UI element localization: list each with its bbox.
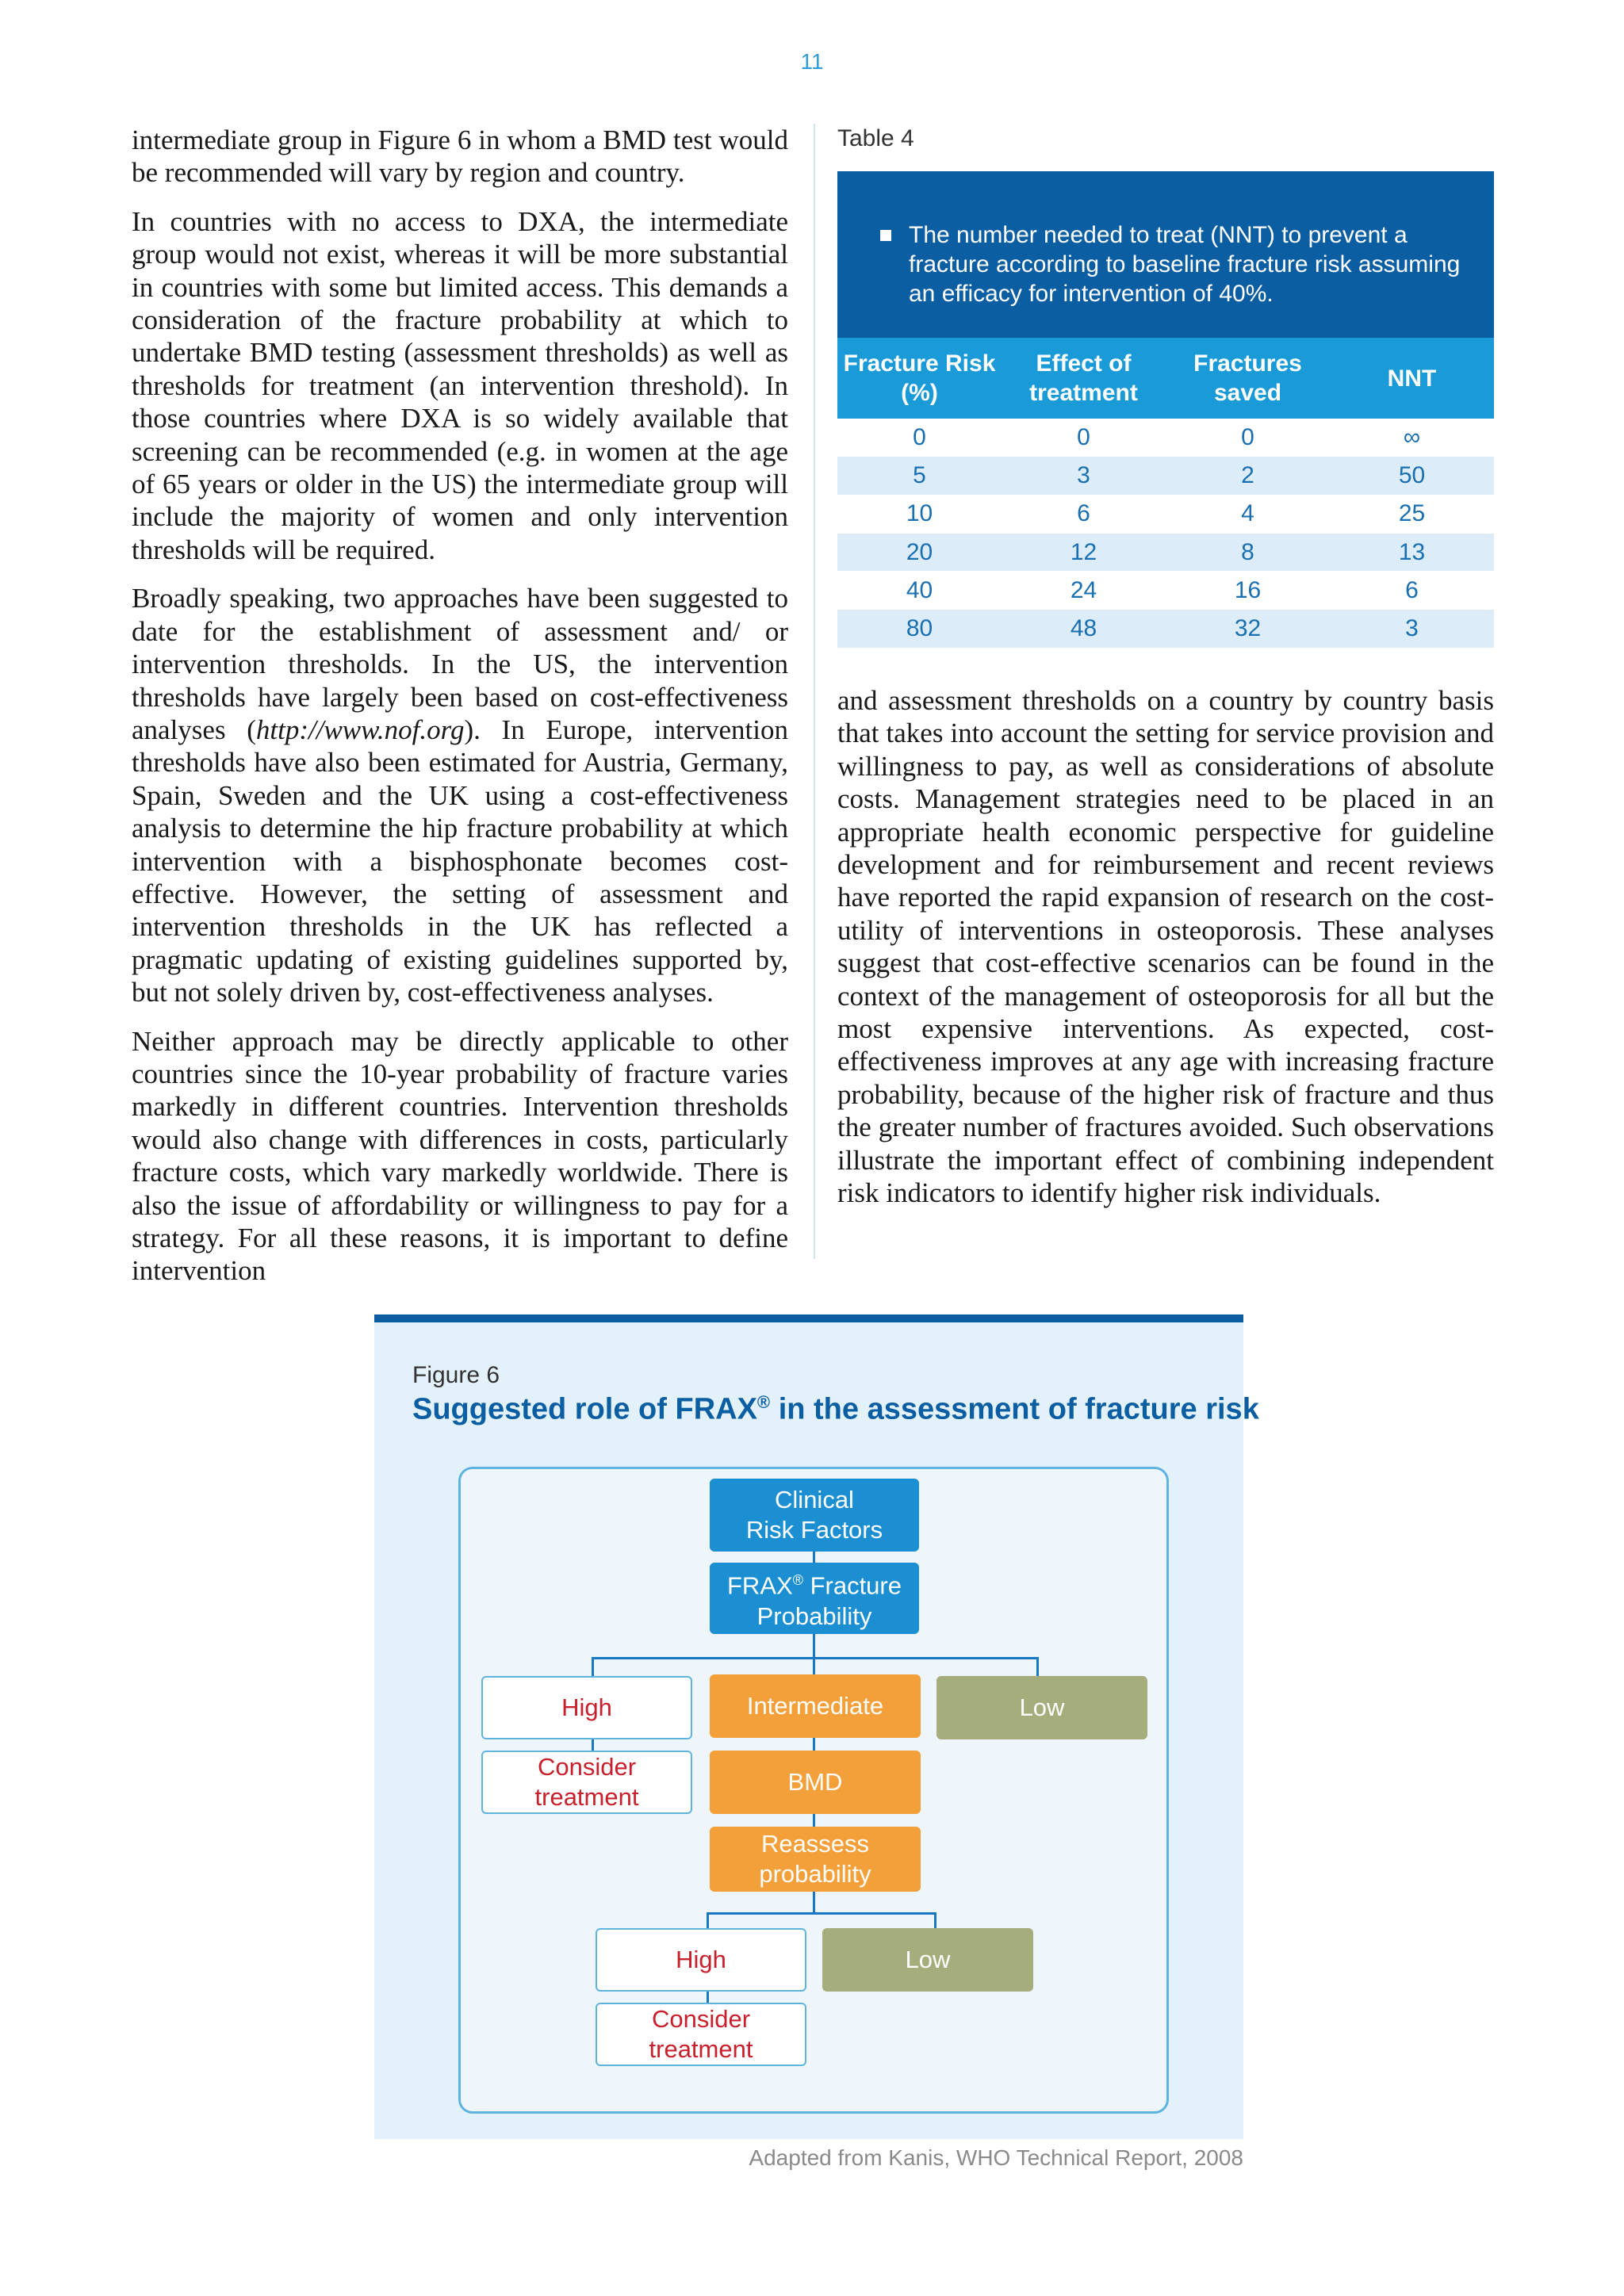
table-label: Table 4 bbox=[837, 125, 914, 151]
header-fractures-saved: Fractures saved bbox=[1193, 350, 1302, 406]
intermediate-risk-box: Intermediate bbox=[710, 1674, 921, 1738]
clinical-risk-factors-box: Clinical Risk Factors bbox=[710, 1479, 919, 1552]
figure-title-end: in the assessment of fracture risk bbox=[770, 1392, 1259, 1426]
cell-risk: 10 bbox=[906, 500, 933, 527]
table-description-header bbox=[837, 171, 1494, 338]
connector-low2-drop bbox=[934, 1912, 936, 1928]
square-bullet-icon bbox=[880, 230, 891, 241]
paragraph-1: intermediate group in Figure 6 in whom a BMD test would be recommended will vary by region and country. bbox=[132, 124, 788, 189]
low-risk-box: Low bbox=[936, 1676, 1147, 1739]
high-risk-box: High bbox=[481, 1676, 692, 1739]
connector-high-drop bbox=[592, 1657, 594, 1676]
connector-high-consider bbox=[592, 1739, 594, 1751]
header-fracture-risk: Fracture Risk (%) bbox=[843, 350, 996, 406]
figure-caption: Adapted from Kanis, WHO Technical Report, 2008 bbox=[749, 2145, 1243, 2170]
cell-risk: 5 bbox=[913, 461, 926, 488]
frax-probability-box bbox=[710, 1563, 919, 1634]
header-nnt: NNT bbox=[1387, 365, 1437, 392]
right-column-paragraph: and assessment thresholds on a country by country basis that takes into account the setting for service provision and willingness to pay, as well as considerations of absolute costs. Management strategies need to be placed in an appropriate health economic perspective for guideline development and for reimbursement and recent reviews have reported the rapid expansion of research on the cost-utility of interventions in osteoporosis. These analyses suggest that cost-effective scenarios can be found in the context of the management of osteoporosis for all but the most expensive interventions. As expected, cost-effectiveness improves at any age with increasing fracture probability, because of the higher risk of fracture and thus the greater number of fractures avoided. Such observations illustrate the important effect of combining independent risk indicators to identify higher risk individuals. bbox=[837, 685, 1494, 1209]
high-risk-box-2: High bbox=[596, 1928, 806, 1992]
connector-frax-split bbox=[813, 1634, 815, 1658]
cell-effect: 12 bbox=[1070, 538, 1097, 565]
figure-6 bbox=[374, 1314, 1259, 2139]
cell-effect: 3 bbox=[1077, 461, 1090, 488]
bmd-box: BMD bbox=[710, 1751, 921, 1814]
cell-effect: 24 bbox=[1070, 576, 1097, 603]
registered-mark: ® bbox=[756, 1392, 771, 1412]
frax-box-prefix bbox=[727, 1565, 902, 1631]
cell-risk: 0 bbox=[913, 423, 926, 450]
connector-inter-bmd bbox=[813, 1738, 815, 1751]
frax-box-rest: Fracture Probability bbox=[756, 1571, 902, 1630]
low-risk-box-2: Low bbox=[822, 1928, 1033, 1992]
cell-effect: 48 bbox=[1070, 615, 1097, 642]
figure-title bbox=[412, 1392, 1259, 1427]
paragraph-4: Neither approach may be directly applicable to other countries since the 10-year probability of fracture varies markedly in different countries. Intervention thresholds would also change with differences in costs, particularly fracture costs, which vary markedly worldwide. There is also the issue of affordability or willingness to pay for a strategy. For all these reasons, it is important to define intervention bbox=[132, 1025, 788, 1287]
figure-title-start: Suggested role of FRAX bbox=[412, 1392, 757, 1426]
cell-saved: 0 bbox=[1241, 423, 1254, 450]
nnt-table bbox=[837, 171, 1494, 652]
cell-saved: 4 bbox=[1241, 500, 1254, 527]
frax-word: FRAX bbox=[727, 1571, 793, 1600]
table-row bbox=[837, 457, 1494, 495]
cell-nnt: 3 bbox=[1405, 615, 1419, 642]
cell-saved: 2 bbox=[1241, 461, 1254, 488]
frax-registered-mark: ® bbox=[792, 1572, 803, 1589]
cell-risk: 20 bbox=[906, 538, 933, 565]
cell-nnt: 25 bbox=[1398, 500, 1426, 527]
consider-treatment-box-2: Consider treatment bbox=[596, 2003, 806, 2066]
connector-crf-frax bbox=[813, 1552, 815, 1563]
connector-bmd-reassess bbox=[813, 1814, 815, 1827]
table-row bbox=[837, 419, 1494, 457]
table-row bbox=[837, 610, 1494, 648]
cell-saved: 16 bbox=[1234, 576, 1262, 603]
connector-inter-drop bbox=[813, 1657, 815, 1674]
consider-treatment-box: Consider treatment bbox=[481, 1751, 692, 1814]
cell-effect: 0 bbox=[1077, 423, 1090, 450]
cell-nnt: 50 bbox=[1398, 461, 1426, 488]
connector-high2-consider bbox=[707, 1992, 709, 2003]
table-column-headers bbox=[837, 338, 1494, 419]
paragraph-3-end: ). In Europe, intervention thresholds have also been estimated for Austria, Germany, Spain, Sweden and the UK using a cost-effectiveness analysis to determine the hip fracture probability at which intervention with a bisphosphonate becomes cost-effective. However, the setting of assessment and intervention thresholds in the UK has reflected a pragmatic updating of existing guidelines supported by, but not solely driven by, cost-effectiveness analyses. bbox=[132, 714, 788, 1008]
page-number: 11 bbox=[800, 49, 824, 74]
left-column bbox=[132, 124, 788, 1303]
paragraph-3-start: Broadly speaking, two approaches have been suggested to date for the establishment of assessment and/ or intervention thresholds. In the US, the intervention thresholds have largely been based on cost-effectiveness analyses ( bbox=[132, 583, 788, 745]
cell-nnt: 6 bbox=[1405, 576, 1419, 603]
figure-label: Figure 6 bbox=[412, 1362, 500, 1388]
paragraph-2: In countries with no access to DXA, the intermediate group would not exist, whereas it will be more substantial in countries with some but limited access. This demands a consideration of the fracture probability at which to undertake BMD testing (assessment thresholds) as well as thresholds for treatment (an intervention threshold). In those countries where DXA is so widely available that screening can be recommended (e.g. in women at the age of 65 years or older in the US) the intermediate group will include the majority of women and only intervention thresholds will be required. bbox=[132, 205, 788, 565]
column-divider bbox=[814, 124, 815, 1259]
cell-nnt: 13 bbox=[1398, 538, 1426, 565]
cell-nnt: ∞ bbox=[1403, 423, 1421, 450]
table-description: The number needed to treat (NNT) to prevent a fracture according to baseline fracture risk assuming an efficacy for intervention of 40%. bbox=[909, 222, 1461, 307]
reassess-probability-box: Reassess probability bbox=[710, 1827, 921, 1892]
table-row bbox=[837, 496, 1494, 534]
connector-high2-drop bbox=[707, 1912, 709, 1928]
connector-hbar-1 bbox=[592, 1657, 1039, 1659]
cell-effect: 6 bbox=[1077, 500, 1090, 527]
cell-saved: 8 bbox=[1241, 538, 1254, 565]
flowchart-panel bbox=[458, 1467, 1169, 2114]
table-row bbox=[837, 534, 1494, 572]
table-row bbox=[837, 572, 1494, 610]
paragraph-3 bbox=[132, 582, 788, 1008]
connector-reassess-split bbox=[813, 1892, 815, 1914]
connector-low-drop bbox=[1036, 1657, 1039, 1676]
connector-hbar-2 bbox=[707, 1912, 936, 1915]
cell-saved: 32 bbox=[1234, 615, 1262, 642]
header-effect-of-treatment: Effect of treatment bbox=[1029, 350, 1138, 406]
nof-link[interactable]: http://www.nof.org bbox=[255, 714, 465, 745]
cell-risk: 40 bbox=[906, 576, 933, 603]
cell-risk: 80 bbox=[906, 615, 933, 642]
